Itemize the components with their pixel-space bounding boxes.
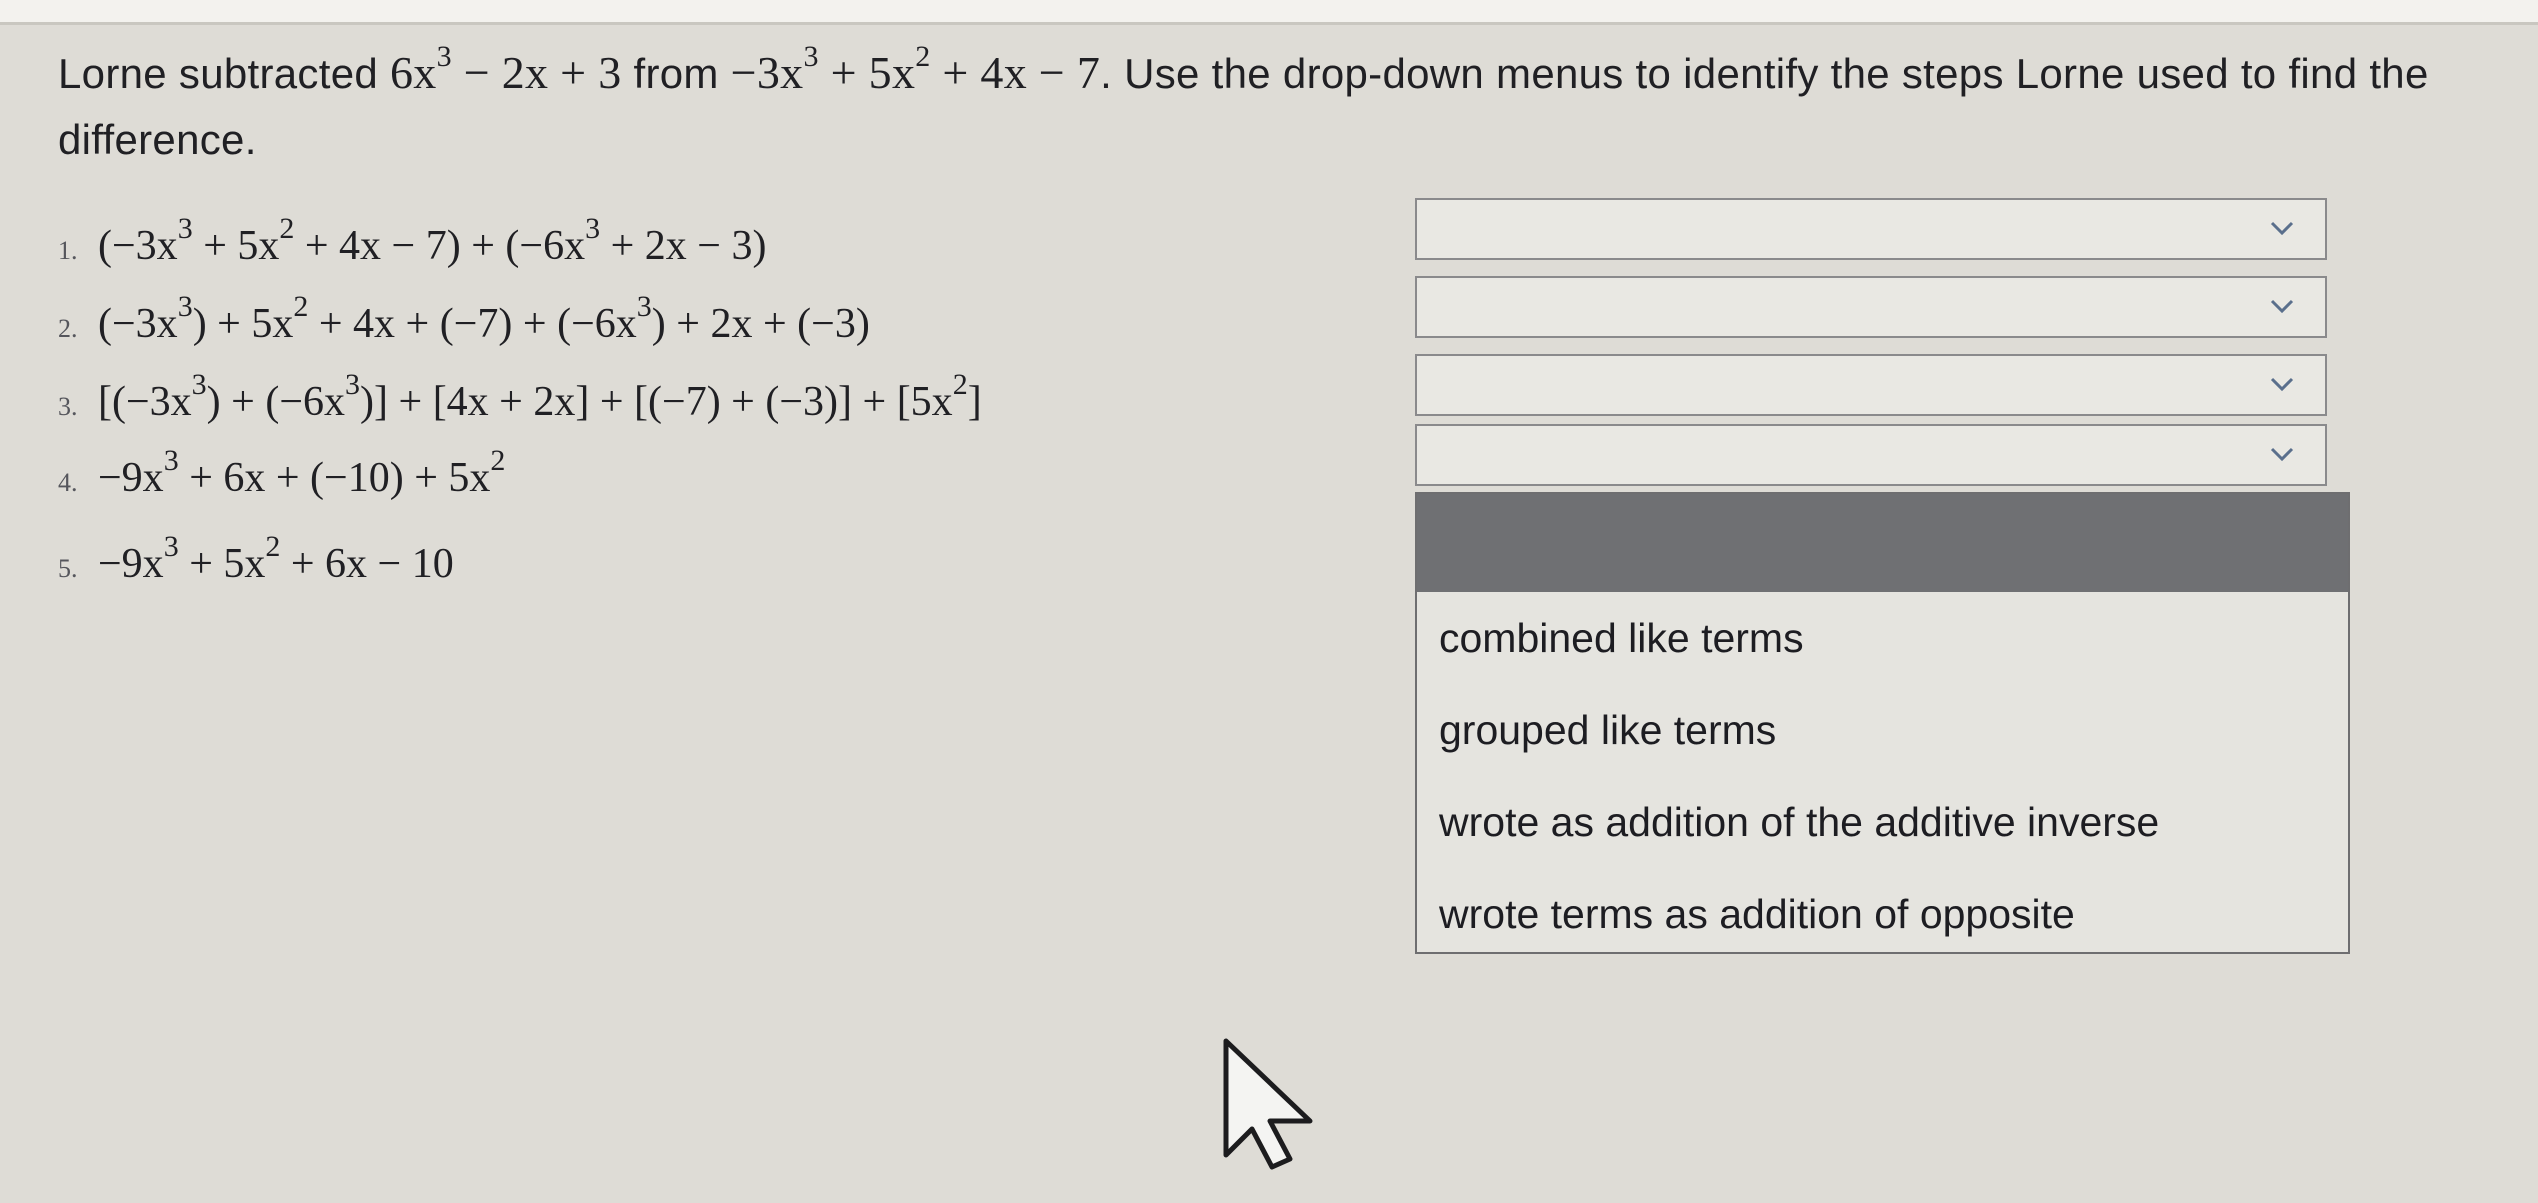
- question-intro: Lorne subtracted: [58, 50, 390, 97]
- option-addition-of-opposite[interactable]: wrote terms as addition of opposite: [1439, 891, 2075, 937]
- question-text: [58, 40, 2518, 173]
- chevron-down-icon: [2269, 218, 2295, 238]
- step-5-dropdown-menu[interactable]: [1415, 492, 2350, 954]
- step-number: 2.: [58, 314, 78, 343]
- question-instructions: . Use the drop-down menus to identify the steps Lorne used to find the difference.: [58, 50, 2429, 163]
- step-3: [58, 368, 982, 426]
- chevron-down-icon: [2269, 444, 2295, 464]
- option-grouped-like-terms[interactable]: grouped like terms: [1439, 707, 1777, 753]
- step-3-dropdown[interactable]: [1415, 354, 2327, 416]
- subtrahend-expression: $6x^3 - 2x + 3$: [389, 39, 622, 98]
- step-4-dropdown[interactable]: [1415, 424, 2327, 486]
- chevron-down-icon: [2269, 374, 2295, 394]
- step-1-dropdown[interactable]: [1415, 198, 2327, 260]
- option-additive-inverse[interactable]: wrote as addition of the additive inverse: [1439, 799, 2160, 845]
- step-number: 5.: [58, 554, 78, 583]
- mouse-pointer-icon: [1222, 1037, 1317, 1172]
- screen-top-edge: [0, 0, 2538, 25]
- step-5: [58, 530, 454, 588]
- step-number: 3.: [58, 392, 78, 421]
- minuend-expression: $-3x^3 + 5x^2 + 4x - 7$: [730, 39, 1101, 98]
- step-2-dropdown[interactable]: [1415, 276, 2327, 338]
- step-expression: $-9x^3 + 5x^2 + 6x - 10$: [98, 530, 454, 587]
- step-4: [58, 444, 506, 502]
- step-expression: $-9x^3 + 6x + (-10) + 5x^2$: [98, 444, 506, 501]
- option-combined-like-terms[interactable]: combined like terms: [1439, 615, 1804, 661]
- step-number: 4.: [58, 468, 78, 497]
- step-expression: $[(-3x^3) + (-6x^3)] + [4x + 2x] + [(-7) + (-3)] + [5x^2]$: [98, 368, 982, 425]
- step-2: [58, 290, 870, 348]
- step-1: [58, 212, 767, 270]
- step-expression: $(-3x^3 + 5x^2 + 4x - 7) + (-6x^3 + 2x - 3)$: [98, 212, 767, 269]
- step-expression: $(-3x^3) + 5x^2 + 4x + (-7) + (-6x^3) + 2x + (-3)$: [98, 290, 870, 347]
- question-from: from: [621, 50, 731, 97]
- step-number: 1.: [58, 236, 78, 265]
- dropdown-menu-header[interactable]: [1417, 494, 2348, 592]
- chevron-down-icon: [2269, 296, 2295, 316]
